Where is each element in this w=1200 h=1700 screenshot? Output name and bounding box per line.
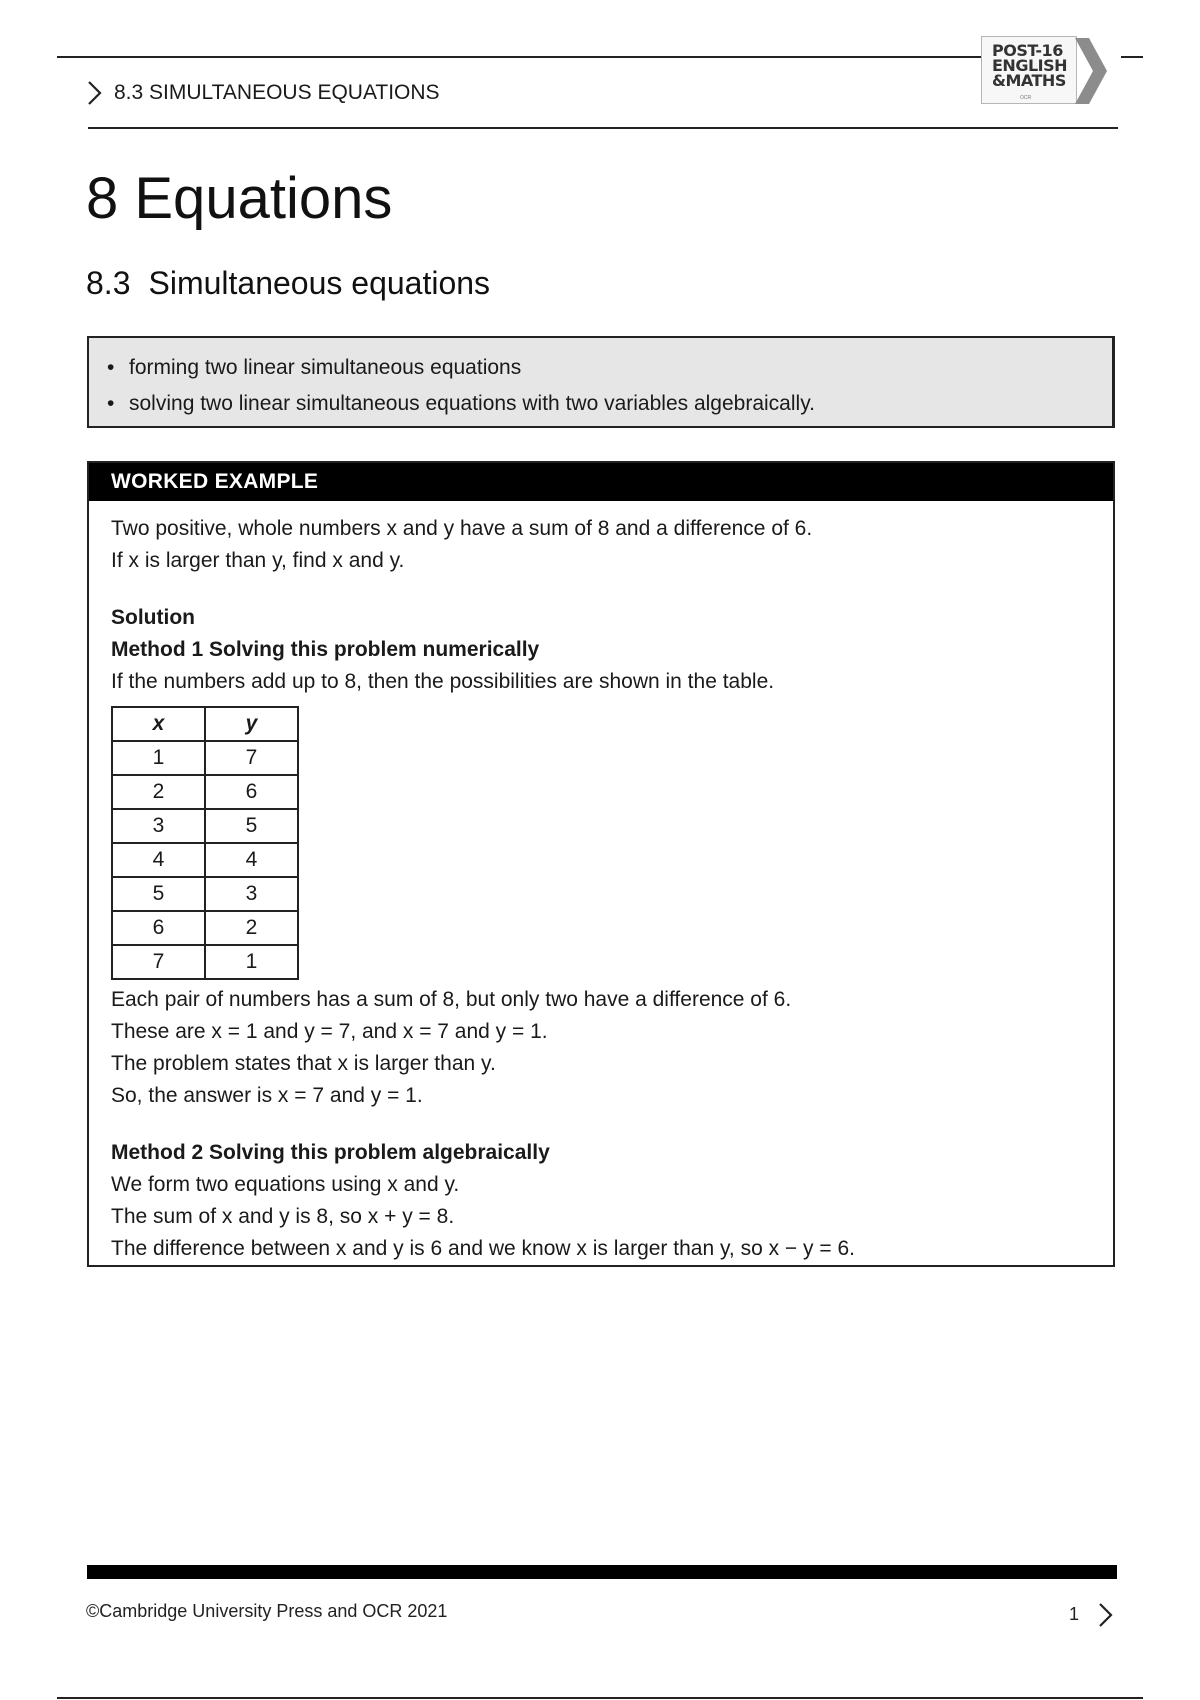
table-cell: 4 — [112, 843, 205, 877]
table-cell: 1 — [112, 741, 205, 775]
logo-small-text: OCR — [1020, 95, 1032, 101]
section-number: 8.3 — [86, 265, 131, 301]
table-cell: 7 — [205, 741, 298, 775]
method2-line: The sum of x and y is 8, so x + y = 8. — [111, 1205, 455, 1228]
objective-text: solving two linear simultaneous equations with two variables algebraically. — [129, 392, 815, 415]
method2-heading: Method 2 Solving this problem algebraically — [111, 1141, 550, 1164]
objective-item: • solving two linear simultaneous equations with two variables algebraically. — [107, 386, 1112, 422]
table-cell: 3 — [205, 877, 298, 911]
footer-copyright: ©Cambridge University Press and OCR 2021 — [86, 1601, 448, 1621]
table-cell: 1 — [205, 945, 298, 979]
next-page-chevron-icon[interactable] — [1097, 1601, 1115, 1629]
section-title — [86, 263, 490, 303]
worked-example — [87, 461, 1115, 1267]
table-cell: 2 — [205, 911, 298, 945]
objectives-box — [87, 336, 1115, 428]
method2-line: We form two equations using x and y. — [111, 1173, 460, 1196]
logo-line-2: ENGLISH — [992, 56, 1068, 75]
method2-line: The difference between x and y is 6 and we know x is larger than y, so x − y = 6. — [111, 1237, 855, 1260]
section-name: Simultaneous equations — [148, 265, 491, 301]
breadcrumb[interactable] — [86, 78, 440, 108]
breadcrumb-rule — [88, 127, 1118, 129]
table-cell: 5 — [205, 809, 298, 843]
worked-example-body — [89, 513, 1113, 1265]
table-header-row — [112, 707, 298, 741]
method1-intro: If the numbers add up to 8, then the possibilities are shown in the table. — [111, 670, 775, 693]
table-header-x: x — [112, 707, 205, 741]
table-row — [112, 877, 298, 911]
footer-bar — [87, 1565, 1117, 1579]
objective-text: forming two linear simultaneous equations — [129, 356, 522, 379]
table-cell: 5 — [112, 877, 205, 911]
possibilities-table — [111, 706, 299, 980]
table-cell: 7 — [112, 945, 205, 979]
post16-logo — [981, 36, 1121, 106]
objectives-list — [107, 350, 1112, 422]
worked-example-header: WORKED EXAMPLE — [89, 463, 1113, 501]
table-row — [112, 741, 298, 775]
logo-line-1: POST-16 — [992, 41, 1063, 60]
logo-chevron-icon — [1075, 36, 1109, 106]
objective-item: • forming two linear simultaneous equations — [107, 350, 1112, 386]
method1-line: These are x = 1 and y = 7, and x = 7 and y = 1. — [111, 1020, 548, 1043]
method1-line: Each pair of numbers has a sum of 8, but only two have a difference of 6. — [111, 988, 792, 1011]
problem-line: Two positive, whole numbers x and y have a sum of 8 and a difference of 6. — [111, 517, 813, 540]
solution-label: Solution — [111, 606, 195, 629]
table-header-y: y — [205, 707, 298, 741]
table-row — [112, 911, 298, 945]
chevron-right-icon — [86, 79, 104, 107]
table-cell: 6 — [112, 911, 205, 945]
table-row — [112, 843, 298, 877]
method1-line: The problem states that x is larger than y. — [111, 1052, 496, 1075]
logo-box — [981, 36, 1077, 104]
breadcrumb-label: 8.3 SIMULTANEOUS EQUATIONS — [114, 81, 440, 104]
table-row — [112, 809, 298, 843]
table-cell: 2 — [112, 775, 205, 809]
footer-rule — [57, 1697, 1143, 1699]
problem-line: If x is larger than y, find x and y. — [111, 549, 405, 572]
logo-line-3: &MATHS — [992, 71, 1066, 90]
table-cell: 4 — [205, 843, 298, 877]
method1-heading: Method 1 Solving this problem numerically — [111, 638, 540, 661]
table-cell: 3 — [112, 809, 205, 843]
table-row — [112, 775, 298, 809]
table-cell: 6 — [205, 775, 298, 809]
table-row — [112, 945, 298, 979]
method1-line: So, the answer is x = 7 and y = 1. — [111, 1084, 423, 1107]
chapter-title: 8 Equations — [86, 166, 393, 231]
page-number: 1 — [1069, 1604, 1080, 1624]
